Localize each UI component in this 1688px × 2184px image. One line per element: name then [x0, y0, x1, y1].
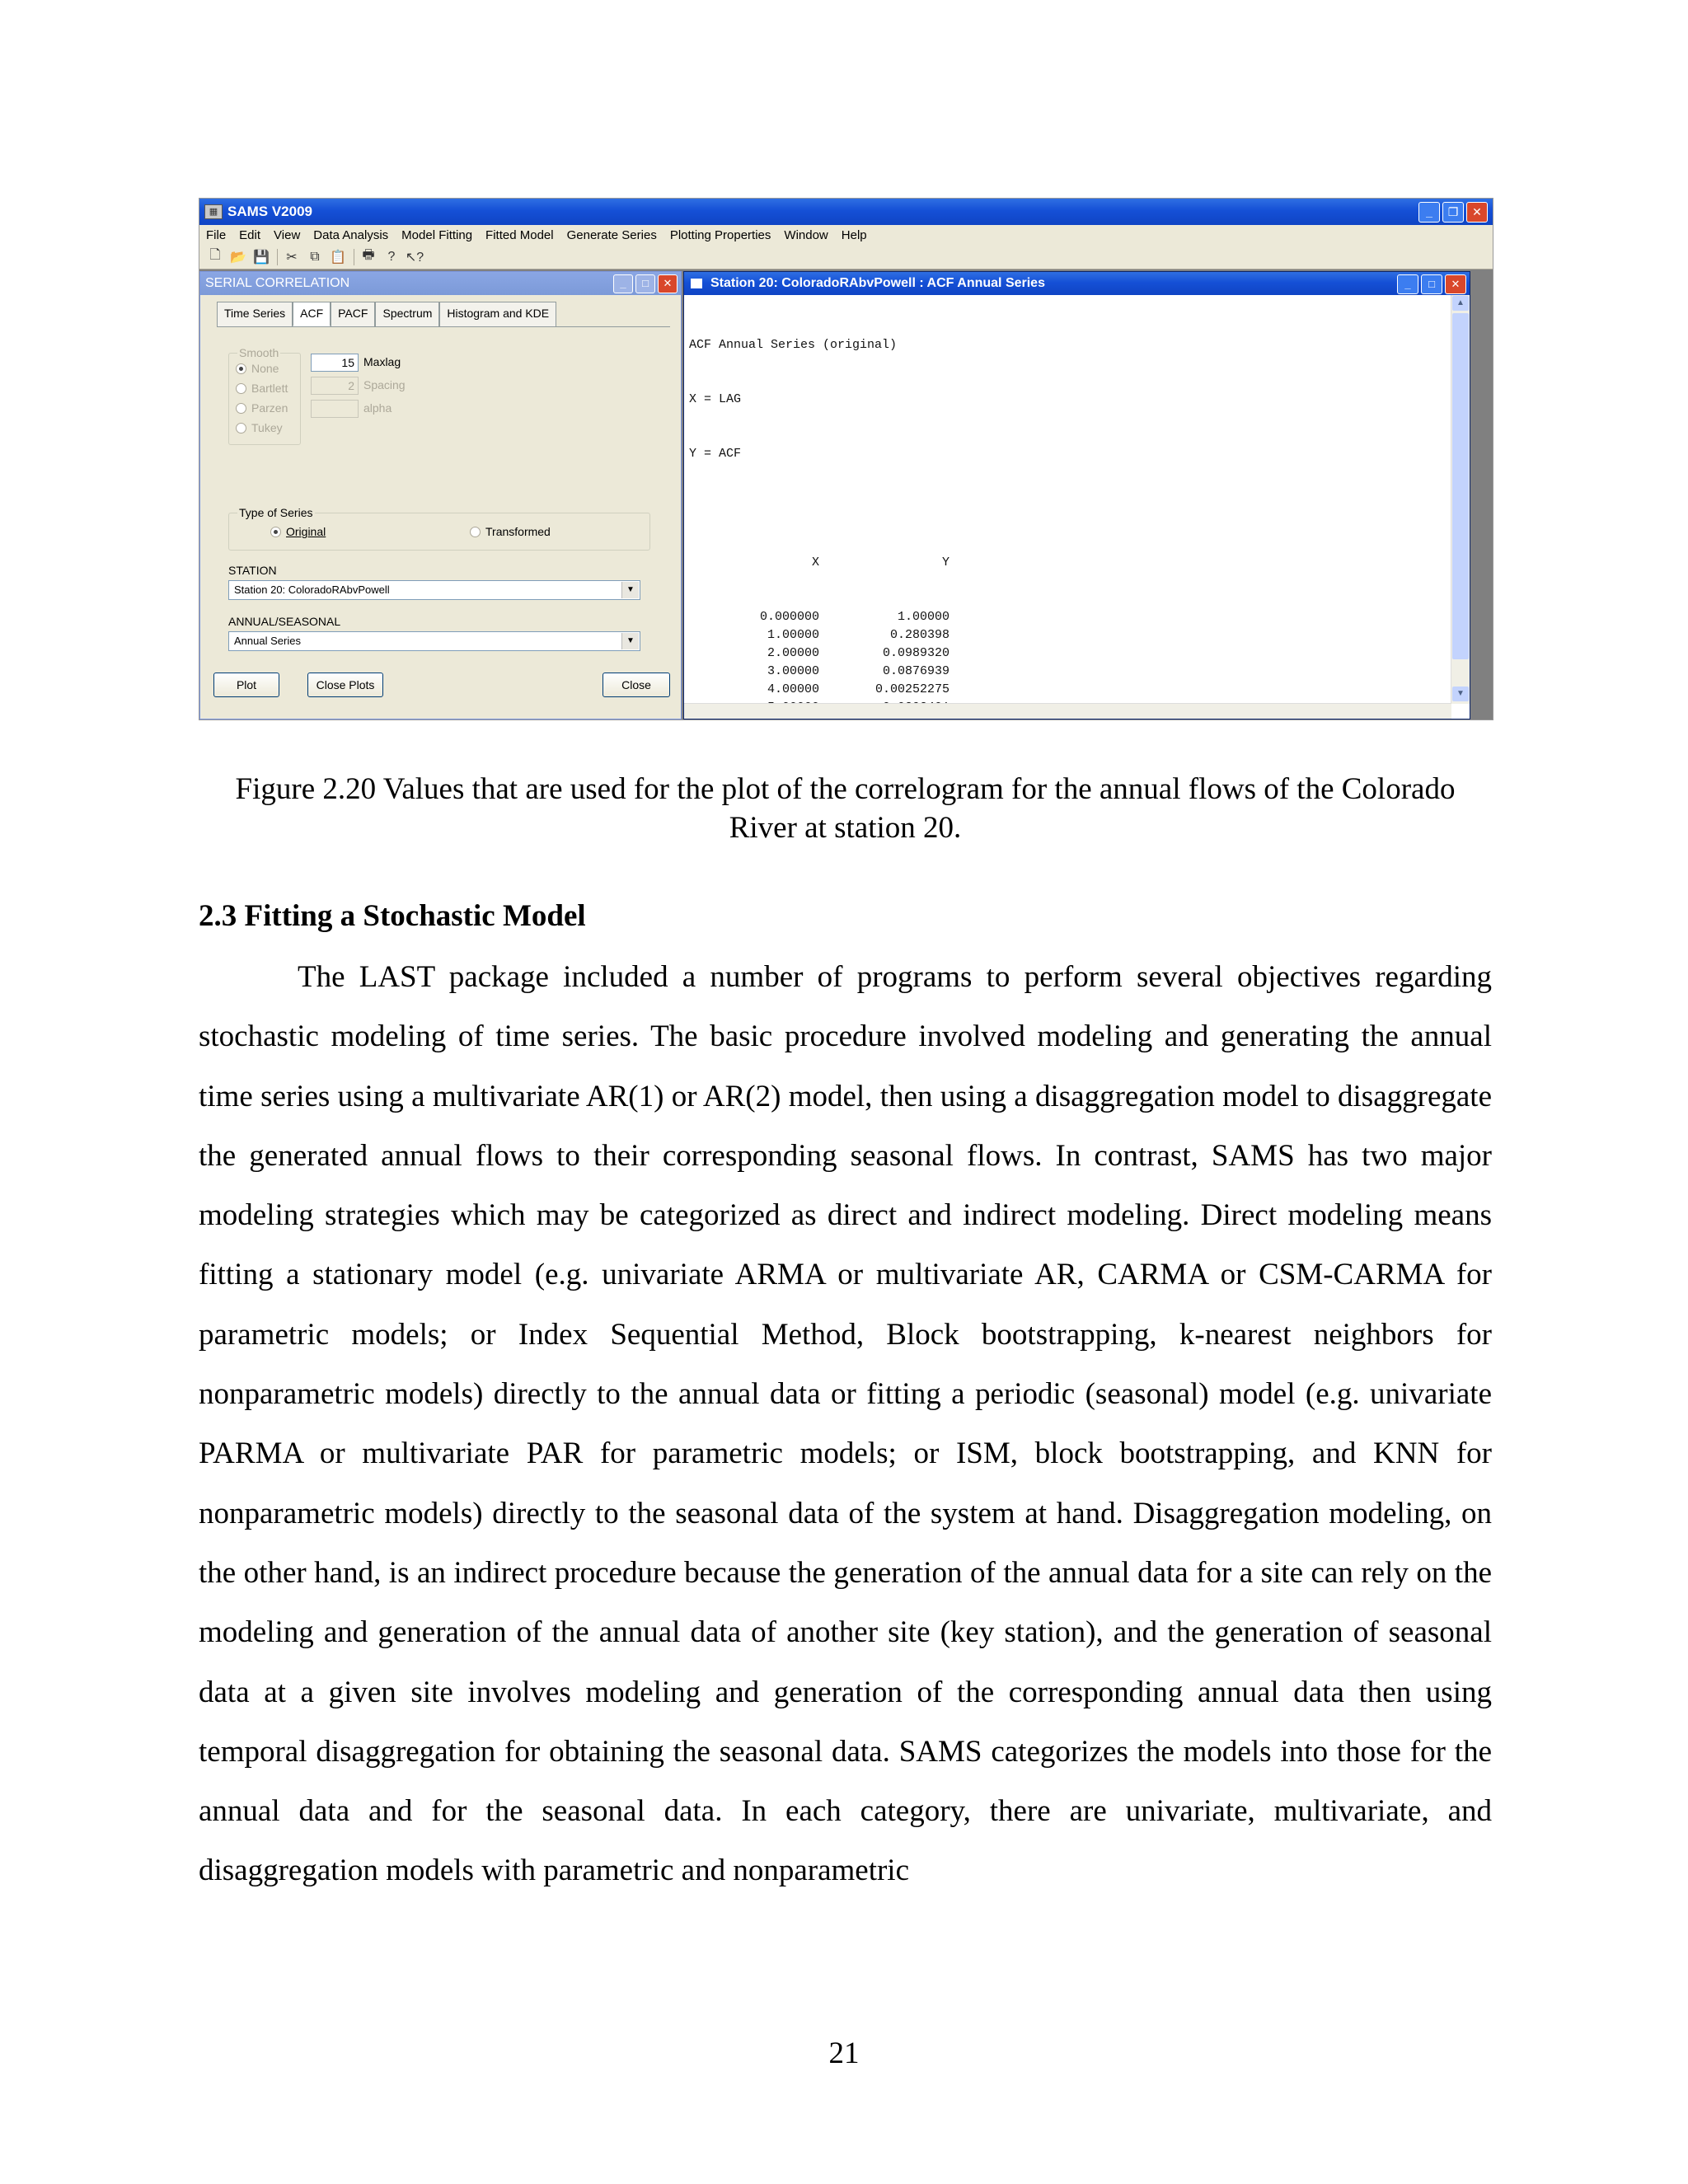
smooth-option-tukey[interactable] — [236, 421, 283, 434]
figure-screenshot — [199, 198, 1493, 720]
scroll-up-icon[interactable]: ▲ — [1452, 296, 1469, 311]
smooth-option-label: Parzen — [251, 401, 288, 415]
acf-window-buttons — [1397, 274, 1466, 294]
type-of-series-group — [228, 506, 650, 551]
close-button[interactable]: Close — [603, 673, 670, 697]
column-header-y: Y — [941, 555, 950, 569]
acf-value: 0.280398 — [889, 628, 950, 642]
section-heading: 2.3 Fitting a Stochastic Model — [199, 899, 586, 933]
spacing-input[interactable]: 2 — [311, 377, 359, 395]
smooth-option-label: Tukey — [251, 421, 283, 434]
acf-value: 0.00252275 — [874, 682, 950, 696]
menubar — [199, 225, 1493, 245]
spacing-label: Spacing — [363, 378, 406, 391]
maximize-icon[interactable]: □ — [1421, 274, 1442, 294]
station-label: STATION — [228, 564, 277, 577]
acf-column-headers — [689, 554, 950, 572]
tab-histogram-kde[interactable]: Histogram and KDE — [439, 302, 556, 326]
acf-window-titlebar — [684, 272, 1470, 295]
menu-window[interactable]: Window — [784, 227, 828, 242]
radio-parzen[interactable] — [236, 403, 246, 414]
annual-seasonal-select[interactable] — [228, 631, 640, 651]
minimize-icon[interactable]: _ — [1397, 274, 1418, 294]
radio-transformed[interactable] — [470, 527, 481, 537]
dialog-window-buttons — [613, 274, 678, 293]
radio-tukey[interactable] — [236, 423, 246, 434]
annual-seasonal-label: ANNUAL/SEASONAL — [228, 615, 341, 628]
plot-button[interactable]: Plot — [213, 673, 279, 697]
maximize-icon[interactable]: □ — [635, 274, 655, 293]
chevron-down-icon[interactable]: ▼ — [621, 582, 639, 598]
series-option-label: Original — [286, 525, 326, 538]
acf-header-line: Y = ACF — [689, 447, 742, 461]
lag-value: 3.00000 — [767, 664, 819, 678]
smooth-option-none[interactable] — [236, 362, 279, 375]
close-icon[interactable]: ✕ — [658, 274, 678, 293]
analysis-tabs — [217, 302, 556, 326]
tab-divider — [217, 326, 670, 327]
context-help-icon[interactable]: ↖? — [405, 250, 424, 265]
tab-time-series[interactable]: Time Series — [217, 302, 293, 326]
toolbar — [199, 245, 1493, 269]
smooth-option-label: None — [251, 362, 279, 375]
close-icon[interactable]: ✕ — [1445, 274, 1466, 294]
app-window-buttons — [1418, 202, 1488, 223]
copy-icon[interactable]: ⧉ — [310, 249, 320, 264]
app-title: SAMS V2009 — [227, 204, 312, 219]
minimize-icon[interactable]: _ — [613, 274, 633, 293]
acf-results-window — [683, 271, 1470, 719]
acf-header-line: X = LAG — [689, 392, 742, 406]
vertical-scrollbar[interactable] — [1451, 295, 1470, 704]
smooth-option-bartlett[interactable] — [236, 382, 288, 395]
maxlag-label: Maxlag — [363, 355, 401, 368]
smooth-group — [228, 346, 301, 445]
menu-data-analysis[interactable]: Data Analysis — [313, 227, 389, 242]
acf-data-row — [689, 681, 950, 699]
cut-icon[interactable]: ✂ — [286, 250, 298, 265]
paste-icon[interactable]: 📋 — [330, 250, 346, 265]
menu-generate-series[interactable]: Generate Series — [566, 227, 657, 242]
chevron-down-icon[interactable]: ▼ — [621, 633, 639, 649]
close-plots-button[interactable]: Close Plots — [307, 673, 383, 697]
tab-pacf[interactable]: PACF — [331, 302, 375, 326]
dialog-title: SERIAL CORRELATION — [205, 276, 350, 290]
menu-model-fitting[interactable]: Model Fitting — [401, 227, 473, 242]
series-option-original[interactable] — [270, 525, 326, 538]
page-number: 21 — [828, 2036, 860, 2070]
save-icon[interactable]: 💾 — [253, 250, 270, 265]
restore-icon[interactable]: ❐ — [1442, 202, 1464, 223]
maxlag-input[interactable]: 15 — [311, 354, 359, 372]
radio-original[interactable] — [270, 527, 281, 537]
column-header-x: X — [811, 555, 819, 569]
figure-caption: Figure 2.20 Values that are used for the plot of the correlogram for the annual flows of the Colorado River at station 20. — [235, 772, 1456, 845]
acf-data-row — [689, 608, 950, 626]
lag-value: 1.00000 — [767, 628, 819, 642]
sams-app-icon: ▦ — [204, 204, 223, 219]
acf-value: 0.0989320 — [882, 646, 950, 660]
menu-file[interactable]: File — [206, 227, 227, 242]
radio-bartlett[interactable] — [236, 383, 246, 394]
menu-help[interactable]: Help — [841, 227, 867, 242]
body-paragraph: The LAST package included a number of programs to perform several objectives regarding stochastic modeling of time series. The basic procedure involved modeling and generating the annual time series using a multivariate AR(1) or AR(2) model, then using a disaggregation model to disaggregate the generated annual flows to their corresponding seasonal flows. In contrast, SAMS has two major modeling strategies which may be categorized as direct and indirect modeling. Direct modeling means fitting a stationary model (e.g. univariate ARMA or multivariate AR, CARMA or CSM-CARMA for parametric models; or Index Sequential Method, Block bootstrapping, k-nearest neighbors for nonparametric models) directly to the annual data or fitting a periodic (seasonal) model (e.g. univariate PARMA or multivariate PAR for parametric models; or ISM, block bootstrapping, and KNN for nonparametric models) directly to the seasonal data of the system at hand. Disaggregation modeling, on the other hand, is an indirect procedure because the generation of the annual data for a site can rely on the modeling and generation of the annual data of another site (key station), and the generation of seasonal data at a given site involves modeling and generation of the corresponding annual data then using temporal disaggregation for obtaining the seasonal data. SAMS categorizes the models into those for the annual data and for the seasonal data. In each category, there are univariate, multivariate, and disaggregation models with parametric and nonparametric — [199, 960, 1492, 1888]
alpha-input[interactable] — [311, 400, 359, 418]
menu-edit[interactable]: Edit — [239, 227, 261, 242]
smooth-legend: Smooth — [239, 346, 279, 359]
lag-value: 2.00000 — [767, 646, 819, 660]
menu-view[interactable]: View — [274, 227, 301, 242]
menu-fitted-model[interactable]: Fitted Model — [485, 227, 554, 242]
smooth-option-label: Bartlett — [251, 382, 288, 395]
menu-plotting-properties[interactable]: Plotting Properties — [669, 227, 771, 242]
open-folder-icon[interactable]: 📂 — [230, 250, 246, 265]
acf-output-text — [689, 300, 950, 720]
smooth-option-parzen[interactable] — [236, 401, 288, 415]
acf-data-row — [689, 644, 950, 663]
tab-spectrum[interactable]: Spectrum — [375, 302, 439, 326]
serial-correlation-dialog — [199, 271, 682, 719]
horizontal-scrollbar[interactable] — [684, 703, 1451, 719]
new-file-icon[interactable]: 🗋 — [209, 248, 221, 262]
acf-window-title: Station 20: ColoradoRAbvPowell : ACF Annual Series — [710, 276, 1045, 290]
lag-value: 0.000000 — [759, 610, 819, 624]
close-icon[interactable]: ✕ — [1466, 202, 1488, 223]
radio-none[interactable] — [236, 363, 246, 374]
window-icon — [691, 279, 702, 288]
dialog-titlebar — [200, 272, 681, 295]
help-icon[interactable]: ? — [387, 249, 396, 264]
series-option-transformed[interactable] — [470, 525, 551, 538]
type-of-series-legend: Type of Series — [239, 506, 313, 519]
acf-data-row — [689, 663, 950, 681]
app-titlebar — [199, 199, 1493, 225]
scroll-thumb[interactable] — [1452, 313, 1469, 659]
tab-acf[interactable]: ACF — [293, 302, 331, 326]
minimize-icon[interactable]: _ — [1418, 202, 1440, 223]
mdi-workspace — [199, 269, 1493, 719]
lag-value: 4.00000 — [767, 682, 819, 696]
scroll-down-icon[interactable]: ▼ — [1452, 687, 1469, 701]
print-icon[interactable]: 🖶 — [362, 248, 375, 262]
acf-value: 0.0876939 — [882, 664, 950, 678]
station-select[interactable] — [228, 580, 640, 600]
series-option-label: Transformed — [485, 525, 551, 538]
station-value: Station 20: ColoradoRAbvPowell — [234, 583, 390, 596]
acf-header-line: ACF Annual Series (original) — [689, 338, 898, 352]
acf-data-row — [689, 626, 950, 644]
annual-seasonal-value: Annual Series — [234, 635, 301, 647]
alpha-label: alpha — [363, 401, 392, 415]
toolbar-separator — [277, 249, 278, 265]
acf-value: 1.00000 — [897, 610, 950, 624]
